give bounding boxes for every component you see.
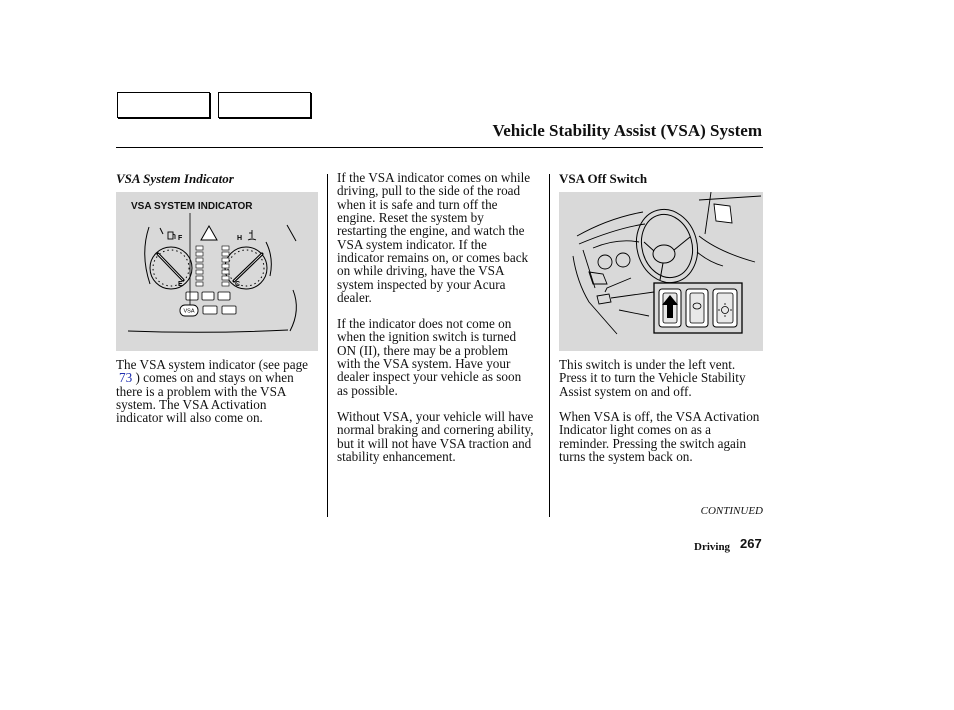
text-line: Assist system on and off. — [559, 383, 692, 399]
fuel-pump-icon — [168, 232, 175, 239]
middle-switch — [686, 289, 708, 327]
text-line: driving, pull to the side of the road — [337, 183, 521, 199]
column-divider-2 — [549, 174, 550, 517]
text-line: dealer. — [337, 289, 372, 305]
instrument-cluster-illustration — [116, 192, 318, 351]
left-vent — [714, 204, 732, 223]
middle-paragraph-2 — [337, 317, 521, 397]
text-line: on while driving, have the VSA — [337, 263, 505, 279]
text-line: engine. Reset the system by — [337, 209, 484, 225]
figure-label: VSA SYSTEM INDICATOR — [131, 201, 253, 212]
text-line: The VSA system indicator (see page — [116, 357, 309, 372]
vsa-system-indicator-heading: VSA System Indicator — [116, 171, 234, 186]
temperature-icon — [248, 230, 256, 240]
vsa-indicator-icon — [180, 305, 198, 316]
nav-button-2[interactable] — [218, 92, 311, 118]
text-line: system. The VSA Activation — [116, 396, 267, 412]
vsa-indicator-figure — [116, 192, 318, 351]
text-line: If the VSA indicator comes on while — [337, 170, 531, 185]
page-number: 267 — [740, 536, 762, 551]
text-line: indicator remains on, or comes back — [337, 249, 529, 265]
text-line: indicator will also come on. — [116, 410, 263, 426]
text-line: system inspected by your Acura — [337, 276, 506, 292]
vsa-off-switch — [659, 289, 681, 327]
text-line: ON (II), there may be a problem — [337, 342, 508, 358]
fuel-empty-label: E — [178, 281, 183, 288]
text-line: reminder. Pressing the switch again — [559, 435, 747, 451]
text-line: normal braking and cornering ability, — [337, 422, 534, 438]
warning-triangle-icon — [201, 226, 217, 240]
text-line: VSA system indicator. If the — [337, 236, 487, 252]
text-line: there is a problem with the VSA — [116, 383, 287, 399]
text-line: If the indicator does not come on — [337, 316, 512, 331]
middle-paragraph-1 — [337, 171, 530, 304]
text-line: but it will not have VSA traction and — [337, 435, 532, 451]
switch-panel-inset — [654, 283, 742, 333]
text-line: with the VSA system. Have your — [337, 355, 511, 371]
page-link-73[interactable]: 73 — [119, 370, 133, 386]
vsa-icon-text: VSA — [183, 308, 195, 315]
nav-button-1[interactable] — [117, 92, 210, 118]
fuel-gauge — [150, 246, 203, 289]
text-line: stability enhancement. — [337, 448, 456, 464]
text-line: dealer inspect your vehicle as soon — [337, 369, 522, 385]
continued-label: CONTINUED — [700, 505, 763, 517]
light-switch — [713, 289, 737, 327]
text-line: when the ignition switch is turned — [337, 329, 517, 345]
steering-wheel — [628, 202, 705, 289]
right-paragraph-2 — [559, 410, 759, 463]
text-line: This switch is under the left vent. — [559, 357, 736, 372]
text-line-rest: ) comes on and stays on when — [132, 370, 294, 386]
title-rule — [116, 147, 763, 148]
text-line: as possible. — [337, 382, 398, 398]
column-divider-1 — [327, 174, 328, 517]
dashboard-illustration — [559, 192, 763, 351]
text-line: turns the system back on. — [559, 448, 693, 464]
text-line: Without VSA, your vehicle will have — [337, 409, 534, 424]
page-title: Vehicle Stability Assist (VSA) System — [492, 121, 762, 140]
text-line: When VSA is off, the VSA Activation — [559, 409, 760, 424]
text-line: restarting the engine, and watch the — [337, 223, 525, 239]
fuel-full-label: F — [178, 235, 183, 242]
temperature-gauge — [222, 246, 267, 289]
middle-paragraph-3 — [337, 410, 534, 463]
right-paragraph-1 — [559, 358, 746, 398]
temp-cold-label: C — [235, 281, 241, 288]
text-line: Indicator light comes on as a — [559, 422, 711, 438]
vsa-off-switch-heading: VSA Off Switch — [559, 171, 648, 186]
vsa-indicator-paragraph — [116, 358, 308, 425]
text-line — [116, 371, 308, 384]
text-line: when it is safe and turn off the — [337, 196, 498, 212]
text-line: Press it to turn the Vehicle Stability — [559, 370, 746, 386]
vsa-off-switch-figure — [559, 192, 763, 351]
temp-hot-label: H — [237, 235, 243, 242]
section-name: Driving — [694, 541, 731, 553]
